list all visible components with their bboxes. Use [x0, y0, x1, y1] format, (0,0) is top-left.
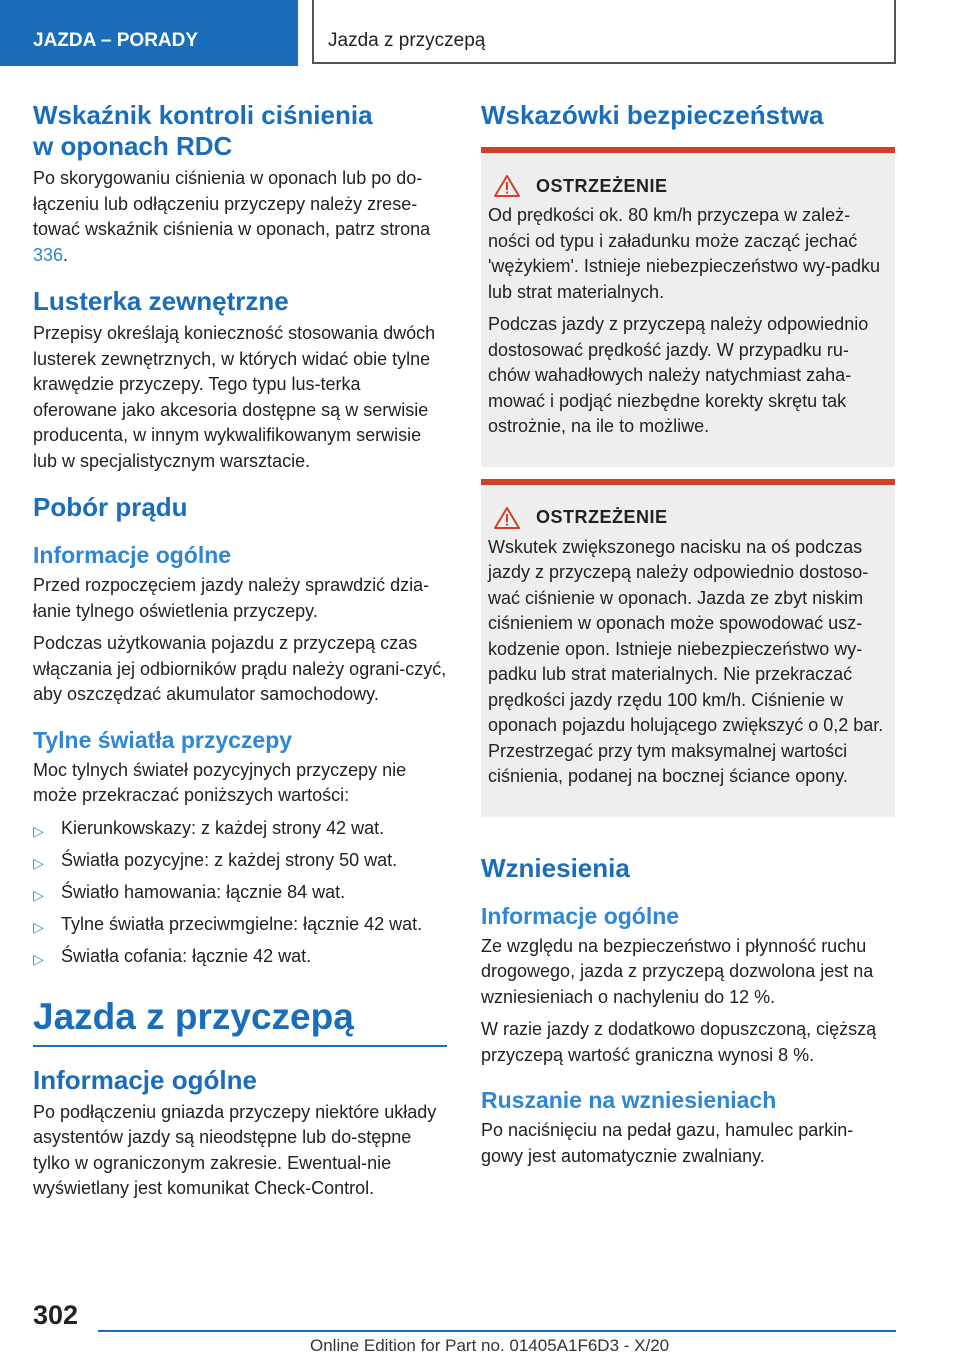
safety-heading: Wskazówki bezpieczeństwa: [481, 100, 824, 130]
rdc-heading-line1: Wskaźnik kontroli ciśnienia: [33, 100, 373, 130]
warning-box-1: [481, 147, 895, 467]
warning-text: Podczas jazdy z przyczepą należy odpowiednio dostosować prędkość jazdy. W przypadku ru-chów wahadłowych należy natychmiast zaha-mować i podjąć niezbędne korekty skrętu tak ostrożnie, na ile to możliwe.: [488, 314, 869, 436]
lights-list: [33, 816, 447, 969]
list-item: ▷ Tylne światła przeciwmgielne: łącznie 42 wat.: [33, 912, 447, 937]
rdc-heading-line2: w oponach RDC: [33, 131, 233, 161]
list-item: ▷ Światło hamowania: łącznie 84 wat.: [33, 880, 447, 905]
hills-subheading: Informacje ogólne: [481, 902, 680, 929]
left-column: [33, 100, 447, 1209]
list-item: ▷ Światła pozycyjne: z każdej strony 50 wat.: [33, 848, 447, 873]
chapter-heading: Jazda z przyczepą: [33, 995, 447, 1047]
triangle-bullet-icon: ▷: [33, 822, 44, 839]
warning-text: Od prędkości ok. 80 km/h przyczepa w zależ-ności od typu i załadunku może zacząć jechać 'wężykiem'. Istnieje niebezpieczeństwo wy-padku lub strat materialnych.: [488, 205, 881, 302]
lights-heading: Tylne światła przyczepy: [33, 726, 293, 753]
footer-divider: [98, 1330, 896, 1332]
rdc-text: Po skorygowaniu ciśnienia w oponach lub po do-łączeniu lub odłączeniu przyczepy należy zrese-tować wskaźnik ciśnienia w oponach, patrz strona: [33, 168, 431, 239]
mirrors-heading: Lusterka zewnętrzne: [33, 286, 289, 316]
hills-paragraph-1: Ze względu na bezpieczeństwo i płynność ruchu drogowego, jazda z przyczepą dozwolona jest na wzniesieniach o nachyleniu do 12 %.: [481, 935, 874, 1007]
triangle-bullet-icon: ▷: [33, 950, 44, 967]
power-paragraph-2: Podczas użytkowania pojazdu z przyczepą czas włączania jej odbiorników prądu należy ograni-czyć, aby oszczędzać akumulator samochodowy.: [33, 633, 447, 704]
mirrors-paragraph: Przepisy określają konieczność stosowania dwóch lusterek zewnętrznych, w których widać obie tylne krawędzie przyczepy. Tego typu lus-terka oferowane jako akcesoria dostępne są w serwisie producenta, w innym wykwalifikowanym serwisie lub w specjalistycznym warsztacie.: [33, 323, 436, 471]
warning-title: OSTRZEŻENIE: [536, 175, 668, 196]
hills-heading: Wzniesienia: [481, 852, 630, 883]
warning-triangle-icon: [494, 507, 520, 529]
triangle-bullet-icon: ▷: [33, 854, 44, 871]
page-number: 302: [33, 1300, 79, 1330]
edition-text: Online Edition for Part no. 01405A1F6D3 - X/20: [310, 1336, 670, 1355]
start-paragraph: Po naciśnięciu na pedał gazu, hamulec parkin-gowy jest automatycznie zwalniany.: [481, 1120, 854, 1166]
rdc-paragraph: [33, 166, 447, 268]
page-header: [0, 0, 960, 66]
right-column: [481, 100, 895, 1176]
section-tab[interactable]: JAZDA – PORADY: [0, 0, 298, 66]
warning-title: OSTRZEŻENIE: [536, 507, 668, 527]
warning-triangle-icon: [494, 175, 520, 197]
general-heading: Informacje ogólne: [33, 1064, 257, 1095]
power-paragraph-1: Przed rozpoczęciem jazdy należy sprawdzić dzia-łanie tylnego oświetlenia przyczepy.: [33, 575, 430, 621]
list-item: ▷ Światła cofania: łącznie 42 wat.: [33, 944, 447, 969]
triangle-bullet-icon: ▷: [33, 886, 44, 903]
warning-text: Wskutek zwiększonego nacisku na oś podczas jazdy z przyczepą należy odpowiednio dostoso-wać ciśnienie w oponach. Jazda ze zbyt niskim ciśnieniem w oponach może spowodować usz-kodzenie opon. Istnieje niebezpieczeństwo wy-padku lub strat materialnych. Nie przekraczać prędkości jazdy rzędu 100 km/h. Ciśnienie w oponach pojazdu holującego zwiększyć o 0,2 bar. Przestrzegać przy tym maksymalnej wartości ciśnienia, podanej na bocznej ściance opony.: [488, 536, 884, 786]
start-heading: Ruszanie na wzniesieniach: [481, 1087, 777, 1113]
chapter-tab[interactable]: Jazda z przyczepą: [312, 0, 896, 64]
hills-paragraph-2: W razie jazdy z dodatkowo dopuszczoną, cięższą przyczepą wartość graniczna wynosi 8 %.: [481, 1019, 877, 1065]
power-heading: Pobór prądu: [33, 492, 188, 522]
list-item: ▷ Kierunkowskazy: z każdej strony 42 wat.: [33, 816, 447, 841]
general-paragraph: Po podłączeniu gniazda przyczepy niektóre układy asystentów jazdy są nieodstępne lub do-stępne tylko w ograniczonym zakresie. Ewentual-nie wyświetlany jest komunikat Check-Control.: [33, 1101, 437, 1198]
lights-paragraph: Moc tylnych świateł pozycyjnych przyczepy nie może przekraczać poniższych wartości:: [33, 759, 407, 805]
power-subheading: Informacje ogólne: [33, 542, 232, 568]
warning-box-2: [481, 479, 895, 817]
triangle-bullet-icon: ▷: [33, 918, 44, 935]
rdc-end: .: [63, 244, 69, 265]
page-link-336[interactable]: 336: [33, 244, 64, 265]
rdc-heading: [33, 100, 447, 162]
